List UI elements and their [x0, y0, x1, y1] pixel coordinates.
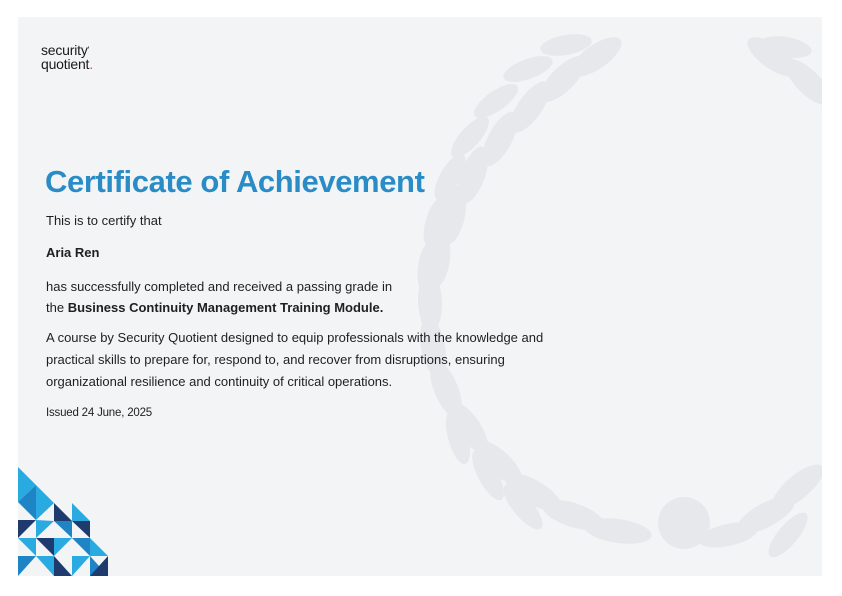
certificate-sheet	[18, 17, 822, 576]
certify-text: This is to certify that	[46, 213, 162, 228]
completion-text: has successfully completed and received a passing grade in	[46, 279, 393, 294]
module-name: Business Continuity Management Training Module.	[67, 300, 384, 315]
recipient-name: Aria Ren	[46, 245, 100, 260]
certificate-title: Certificate of Achievement	[45, 164, 425, 199]
module-line	[46, 300, 383, 315]
issued-date: Issued 24 June, 2025	[46, 407, 152, 419]
laurel-wreath-watermark	[18, 17, 822, 576]
module-prefix: the	[46, 300, 68, 315]
course-description: A course by Security Quotient designed to equip professionals with the knowledge and practical skills to prepare for, respond to, and recover from disruptions, ensuring organizational resilience and continuity of critical operations.	[46, 330, 544, 389]
security-quotient-logo: security' quotient.	[41, 42, 93, 72]
geometric-triangle-pattern	[18, 467, 128, 576]
